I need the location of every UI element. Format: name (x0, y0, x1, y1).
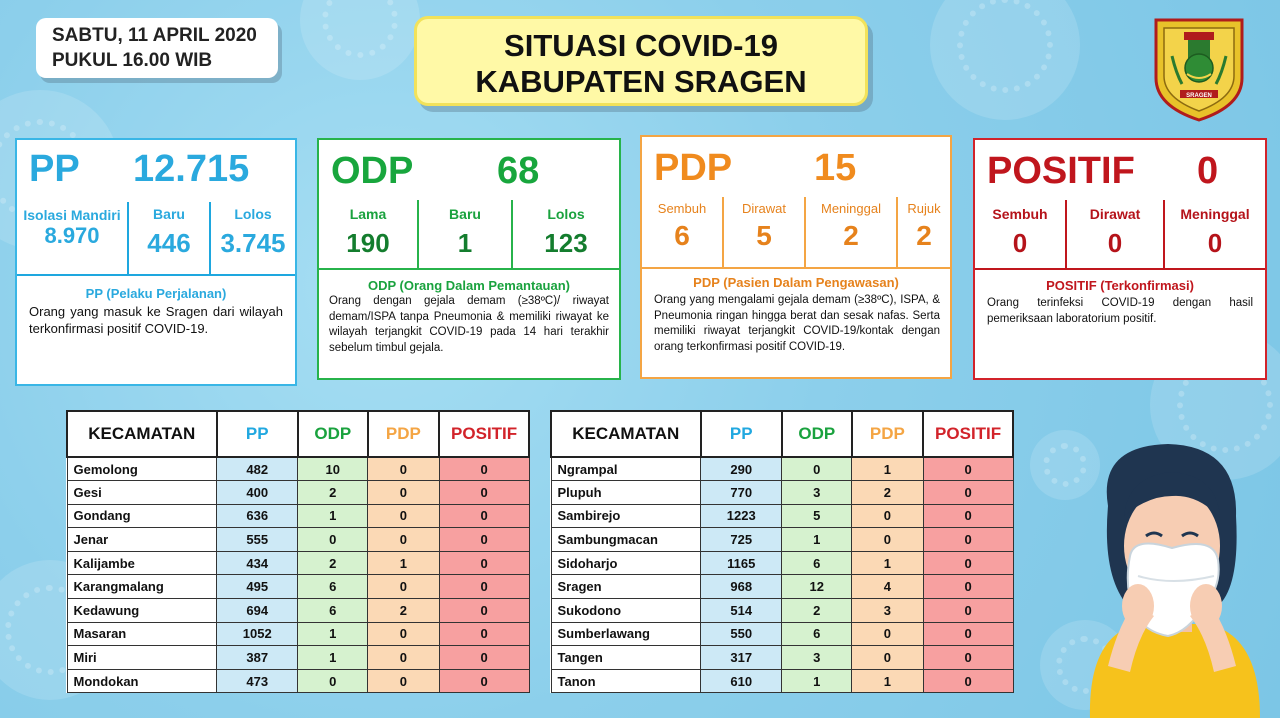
odp-cell: 1 (782, 669, 852, 693)
table-header-row (67, 411, 529, 457)
pp-panel (15, 138, 297, 386)
table-row (67, 528, 529, 552)
pdp-panel (640, 135, 952, 379)
pdp-cell: 0 (368, 622, 440, 646)
positif-meninggal-value: 0 (1207, 228, 1223, 258)
pp-cell: 473 (217, 669, 298, 693)
table-row (551, 504, 1013, 528)
pp-cell: 555 (217, 528, 298, 552)
pdp-total: 15 (814, 147, 857, 189)
table-row (551, 646, 1013, 670)
positif-cell: 0 (923, 646, 1013, 670)
col-pdp: PDP (852, 411, 924, 457)
pdp-label: PDP (654, 147, 733, 189)
positif-panel (973, 138, 1267, 380)
positif-sembuh-label: Sembuh (992, 206, 1048, 222)
sragen-emblem-icon (1154, 18, 1244, 122)
positif-dirawat-label: Dirawat (1089, 206, 1141, 222)
positif-dirawat-cell (1067, 200, 1163, 268)
pp-cell: 514 (701, 599, 782, 623)
pdp-breakdown (642, 197, 950, 269)
positif-cell: 0 (439, 528, 529, 552)
pp-cell: 725 (701, 528, 782, 552)
pp-isolasi-value: 8.970 (44, 223, 100, 248)
pdp-cell: 2 (368, 599, 440, 623)
table-row (551, 622, 1013, 646)
pp-baru-value: 446 (147, 228, 191, 258)
kecamatan-cell: Mondokan (67, 669, 217, 693)
odp-total: 68 (497, 150, 540, 192)
kecamatan-cell: Karangmalang (67, 575, 217, 599)
pdp-dirawat-label: Dirawat (741, 201, 787, 216)
positif-cell: 0 (923, 575, 1013, 599)
pp-isolasi-cell (17, 202, 127, 274)
pp-lolos-cell (211, 202, 295, 274)
positif-def-title: POSITIF (Terkonfirmasi) (1046, 278, 1194, 293)
table-row (67, 481, 529, 505)
odp-label: ODP (331, 150, 414, 192)
odp-cell: 3 (782, 481, 852, 505)
odp-cell: 1 (298, 646, 368, 670)
odp-cell: 6 (782, 551, 852, 575)
odp-cell: 10 (298, 457, 368, 481)
pdp-cell: 1 (852, 457, 924, 481)
positif-cell: 0 (439, 551, 529, 575)
col-positif: POSITIF (923, 411, 1013, 457)
col-pp: PP (217, 411, 298, 457)
table-row (67, 457, 529, 481)
table-row (67, 599, 529, 623)
col-pdp: PDP (368, 411, 440, 457)
table-row (551, 551, 1013, 575)
positif-cell: 0 (439, 575, 529, 599)
pp-cell: 482 (217, 457, 298, 481)
odp-lolos-value: 123 (544, 228, 588, 258)
odp-cell: 6 (782, 622, 852, 646)
pdp-rujuk-cell (898, 197, 950, 267)
virus-decoration (300, 0, 420, 80)
positif-total: 0 (1197, 150, 1219, 192)
positif-label: POSITIF (987, 150, 1135, 192)
pdp-meninggal-cell (806, 197, 896, 267)
positif-sembuh-value: 0 (1012, 228, 1028, 258)
kecamatan-cell: Sragen (551, 575, 701, 599)
kecamatan-table-right (550, 410, 1014, 693)
table-row (551, 528, 1013, 552)
positif-cell: 0 (439, 504, 529, 528)
odp-def-title: ODP (Orang Dalam Pemantauan) (367, 278, 571, 293)
kecamatan-cell: Masaran (67, 622, 217, 646)
pdp-rujuk-value: 2 (916, 220, 932, 251)
pdp-def-text: Orang yang mengalami gejala demam (≥38ºC), ISPA, & Pneumonia ringan hingga berat dan sesak nafas. Serta memiliki riwayat terjangkit COVID-19/kontak dengan orang terkonfirmasi positif COVID-19. (654, 294, 940, 353)
positif-cell: 0 (923, 622, 1013, 646)
positif-cell: 0 (439, 669, 529, 693)
table-header-row (551, 411, 1013, 457)
positif-cell: 0 (439, 646, 529, 670)
odp-panel (317, 138, 621, 380)
table-row (551, 575, 1013, 599)
kecamatan-cell: Kedawung (67, 599, 217, 623)
positif-cell: 0 (923, 669, 1013, 693)
positif-cell: 0 (439, 481, 529, 505)
pdp-cell: 1 (368, 551, 440, 575)
pp-cell: 694 (217, 599, 298, 623)
positif-def-text: Orang terinfeksi COVID-19 dengan hasil pemeriksaan laboratorium positif. (987, 297, 1253, 325)
kecamatan-cell: Gondang (67, 504, 217, 528)
pp-isolasi-label: Isolasi Mandiri (23, 207, 121, 223)
kecamatan-cell: Sambungmacan (551, 528, 701, 552)
kecamatan-cell: Plupuh (551, 481, 701, 505)
pdp-meninggal-label: Meninggal (821, 201, 881, 216)
pp-cell: 1165 (701, 551, 782, 575)
kecamatan-cell: Jenar (67, 528, 217, 552)
col-kecamatan: KECAMATAN (551, 411, 701, 457)
pdp-cell: 0 (368, 575, 440, 599)
kecamatan-cell: Ngrampal (551, 457, 701, 481)
odp-lolos-cell (513, 200, 619, 268)
odp-breakdown (319, 200, 619, 270)
pdp-meninggal-value: 2 (843, 220, 859, 251)
positif-cell: 0 (923, 457, 1013, 481)
pdp-cell: 0 (852, 504, 924, 528)
odp-cell: 12 (782, 575, 852, 599)
odp-cell: 1 (782, 528, 852, 552)
pp-cell: 400 (217, 481, 298, 505)
table-row (67, 551, 529, 575)
table-row (551, 599, 1013, 623)
title-line-2: KABUPATEN SRAGEN (475, 64, 807, 99)
table-row (67, 646, 529, 670)
pdp-dirawat-cell (724, 197, 804, 267)
odp-cell: 0 (298, 669, 368, 693)
pdp-cell: 0 (852, 528, 924, 552)
table-row (551, 669, 1013, 693)
table-row (67, 575, 529, 599)
pdp-cell: 0 (368, 669, 440, 693)
pdp-cell: 2 (852, 481, 924, 505)
odp-cell: 5 (782, 504, 852, 528)
table-row (551, 481, 1013, 505)
odp-lama-label: Lama (349, 206, 387, 222)
title-line-1: SITUASI COVID-19 (504, 28, 778, 63)
odp-baru-value: 1 (457, 228, 473, 258)
positif-sembuh-cell (975, 200, 1065, 268)
positif-cell: 0 (923, 551, 1013, 575)
positif-dirawat-value: 0 (1107, 228, 1123, 258)
pp-cell: 317 (701, 646, 782, 670)
pdp-sembuh-label: Sembuh (657, 201, 707, 216)
pp-baru-cell (129, 202, 209, 274)
positif-cell: 0 (923, 599, 1013, 623)
positif-meninggal-cell (1165, 200, 1265, 268)
pdp-cell: 0 (368, 504, 440, 528)
kecamatan-table-left (66, 410, 530, 693)
pdp-cell: 3 (852, 599, 924, 623)
page-title (414, 16, 868, 106)
time-text: PUKUL 16.00 WIB (52, 50, 213, 71)
pp-cell: 968 (701, 575, 782, 599)
odp-baru-label: Baru (449, 206, 481, 222)
pp-cell: 1052 (217, 622, 298, 646)
odp-cell: 2 (782, 599, 852, 623)
pp-lolos-label: Lolos (234, 206, 272, 222)
pdp-dirawat-value: 5 (756, 220, 772, 251)
kecamatan-cell: Kalijambe (67, 551, 217, 575)
pp-label: PP (29, 148, 80, 190)
odp-lama-cell (319, 200, 417, 268)
kecamatan-cell: Sumberlawang (551, 622, 701, 646)
table-row (67, 622, 529, 646)
positif-cell: 0 (439, 622, 529, 646)
pp-cell: 610 (701, 669, 782, 693)
pp-lolos-value: 3.745 (220, 228, 286, 258)
odp-cell: 3 (782, 646, 852, 670)
odp-cell: 2 (298, 481, 368, 505)
date-text: SABTU, 11 APRIL 2020 (52, 25, 257, 46)
emblem-label: SRAGEN (1186, 93, 1212, 99)
positif-meninggal-label: Meninggal (1180, 206, 1250, 222)
pdp-cell: 0 (368, 528, 440, 552)
col-odp: ODP (298, 411, 368, 457)
pdp-sembuh-cell (642, 197, 722, 267)
kecamatan-cell: Miri (67, 646, 217, 670)
kecamatan-cell: Sambirejo (551, 504, 701, 528)
pdp-rujuk-label: Rujuk (907, 201, 941, 216)
kecamatan-cell: Gemolong (67, 457, 217, 481)
col-odp: ODP (782, 411, 852, 457)
pp-cell: 387 (217, 646, 298, 670)
pp-cell: 290 (701, 457, 782, 481)
odp-cell: 6 (298, 599, 368, 623)
pp-total: 12.715 (133, 148, 250, 190)
positif-cell: 0 (923, 504, 1013, 528)
pdp-cell: 4 (852, 575, 924, 599)
pp-cell: 434 (217, 551, 298, 575)
pdp-def-title: PDP (Pasien Dalam Pengawasan) (693, 275, 899, 290)
date-box (36, 18, 278, 78)
table-row (551, 457, 1013, 481)
odp-cell: 0 (782, 457, 852, 481)
virus-decoration (930, 0, 1080, 120)
pdp-cell: 0 (852, 622, 924, 646)
col-kecamatan: KECAMATAN (67, 411, 217, 457)
pdp-cell: 0 (368, 646, 440, 670)
positif-cell: 0 (439, 457, 529, 481)
odp-cell: 2 (298, 551, 368, 575)
pp-def-title: PP (Pelaku Perjalanan) (85, 286, 227, 301)
positif-breakdown (975, 200, 1265, 270)
pdp-cell: 1 (852, 669, 924, 693)
kecamatan-cell: Sidoharjo (551, 551, 701, 575)
pp-def-text: Orang yang masuk ke Sragen dari wilayah terkonfirmasi positif COVID-19. (29, 304, 283, 336)
pdp-cell: 0 (368, 457, 440, 481)
pp-cell: 495 (217, 575, 298, 599)
table-row (67, 669, 529, 693)
pp-cell: 550 (701, 622, 782, 646)
odp-cell: 6 (298, 575, 368, 599)
pp-cell: 1223 (701, 504, 782, 528)
odp-cell: 0 (298, 528, 368, 552)
kecamatan-cell: Gesi (67, 481, 217, 505)
pdp-sembuh-value: 6 (674, 220, 690, 251)
positif-cell: 0 (439, 599, 529, 623)
col-positif: POSITIF (439, 411, 529, 457)
pp-baru-label: Baru (153, 206, 185, 222)
pp-cell: 636 (217, 504, 298, 528)
odp-cell: 1 (298, 504, 368, 528)
sneezing-woman-illustration (1068, 436, 1280, 718)
odp-baru-cell (419, 200, 511, 268)
col-pp: PP (701, 411, 782, 457)
pp-cell: 770 (701, 481, 782, 505)
odp-cell: 1 (298, 622, 368, 646)
table-row (67, 504, 529, 528)
positif-cell: 0 (923, 528, 1013, 552)
pdp-cell: 0 (368, 481, 440, 505)
odp-lolos-label: Lolos (547, 206, 585, 222)
kecamatan-cell: Sukodono (551, 599, 701, 623)
kecamatan-cell: Tanon (551, 669, 701, 693)
kecamatan-cell: Tangen (551, 646, 701, 670)
pdp-cell: 0 (852, 646, 924, 670)
pdp-cell: 1 (852, 551, 924, 575)
pp-breakdown (17, 202, 295, 276)
odp-def-text: Orang dengan gejala demam (≥38ºC)/ riwayat demam/ISPA tanpa Pneumonia & memiliki riwayat ke wilayah terjangkit COVID-19 pada 14 hari terakhir sebelum timbul gejala. (329, 295, 609, 354)
odp-lama-value: 190 (346, 228, 390, 258)
positif-cell: 0 (923, 481, 1013, 505)
